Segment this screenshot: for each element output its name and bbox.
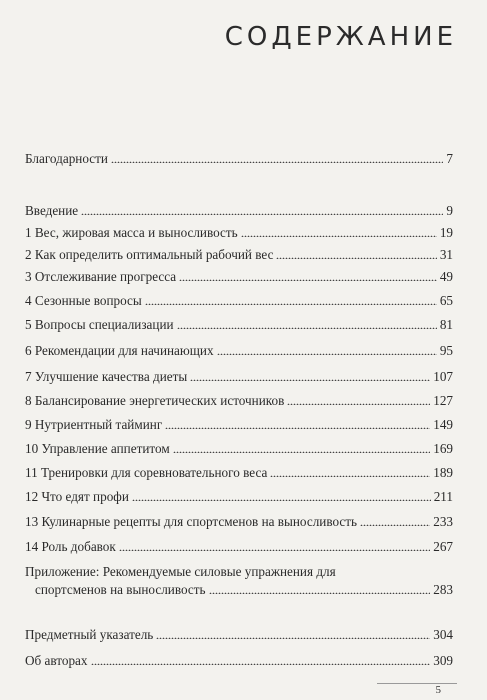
toc-entry-label: 9 Нутриентный тайминг (25, 417, 163, 432)
toc-entry-page: 149 (433, 417, 453, 432)
toc-entry-label: 2 Как определить оптимальный рабочий вес (25, 247, 274, 262)
dot-leader (173, 442, 431, 453)
toc-entry (25, 224, 453, 242)
toc-entry-page: 19 (439, 225, 453, 240)
toc-entry-label: Благодарности (25, 151, 108, 166)
toc-entry-label: 4 Сезонные вопросы (25, 293, 142, 308)
toc-entry-label: 6 Рекомендации для начинающих (25, 343, 214, 358)
toc-entry (25, 292, 453, 310)
footer-divider (377, 683, 457, 684)
toc-entry-page: 267 (433, 539, 453, 554)
toc-entry-page: 81 (439, 317, 453, 332)
dot-leader (156, 628, 430, 639)
page-number: 5 (435, 684, 441, 696)
toc-entry-label: Приложение: Рекомендуемые силовые упражнения для (25, 564, 336, 579)
dot-leader (145, 294, 437, 305)
toc-entry (25, 626, 453, 644)
dot-leader (91, 654, 431, 665)
toc-entry (25, 316, 453, 334)
dot-leader (360, 515, 430, 526)
toc-entry-page: 283 (433, 582, 453, 597)
toc-entry-page: 9 (446, 203, 453, 218)
toc-entry-label: спортсменов на выносливость (35, 582, 206, 597)
toc-entry-label: 7 Улучшение качества диеты (25, 369, 188, 384)
toc-entry (25, 488, 453, 506)
toc-entry-page: 189 (433, 465, 453, 480)
dot-leader (81, 204, 443, 215)
dot-leader (287, 394, 430, 405)
toc-entry (25, 268, 453, 286)
page-title: СОДЕРЖАНИЕ (224, 22, 457, 52)
toc-entry (25, 202, 453, 220)
dot-leader (209, 583, 431, 594)
toc-entry-page: 309 (433, 653, 453, 668)
toc-entry-label: 5 Вопросы специализации (25, 317, 174, 332)
toc-entry-label: 14 Роль добавок (25, 539, 116, 554)
toc-entry-page: 233 (433, 514, 453, 529)
toc-entry-appendix (25, 563, 453, 599)
toc-entry-label: 11 Тренировки для соревновательного веса (25, 465, 268, 480)
dot-leader (217, 344, 437, 355)
toc-entry (25, 538, 453, 556)
toc-entry-page: 65 (439, 293, 453, 308)
dot-leader (177, 318, 437, 329)
toc-entry-page: 49 (439, 269, 453, 284)
toc-entry-label: 12 Что едят профи (25, 489, 129, 504)
toc-entry (25, 342, 453, 360)
toc-entry (25, 368, 453, 386)
toc-entry (25, 392, 453, 410)
dot-leader (165, 418, 430, 429)
dot-leader (132, 490, 431, 501)
toc-entry-page: 7 (446, 151, 453, 166)
dot-leader (241, 226, 437, 237)
toc-entry-label: 13 Кулинарные рецепты для спортсменов на выносливость (25, 514, 358, 529)
toc-entry-page: 107 (433, 369, 453, 384)
toc-entry-page: 95 (439, 343, 453, 358)
toc-entry-label: Введение (25, 203, 79, 218)
toc-entry-label: Предметный указатель (25, 627, 154, 642)
toc-entry-label: Об авторах (25, 653, 88, 668)
toc-entry-page: 211 (433, 489, 453, 504)
toc-entry (25, 150, 453, 168)
toc-entry (25, 246, 453, 264)
toc-entry-label: 8 Балансирование энергетических источников (25, 393, 285, 408)
toc-entry (25, 416, 453, 434)
dot-leader (111, 152, 443, 163)
toc-entry-page: 304 (433, 627, 453, 642)
toc-entry (25, 464, 453, 482)
toc-entry-page: 127 (433, 393, 453, 408)
toc-entry (25, 513, 453, 531)
toc-entry-label: 1 Вес, жировая масса и выносливость (25, 225, 238, 240)
toc-entry (25, 652, 453, 670)
dot-leader (179, 270, 437, 281)
toc-entry-label: 3 Отслеживание прогресса (25, 269, 177, 284)
dot-leader (276, 248, 436, 259)
toc-entry-page: 31 (439, 247, 453, 262)
dot-leader (190, 370, 430, 381)
toc-entry (25, 440, 453, 458)
toc-entry-label: 10 Управление аппетитом (25, 441, 170, 456)
dot-leader (270, 466, 430, 477)
dot-leader (119, 540, 430, 551)
toc-entry-page: 169 (433, 441, 453, 456)
